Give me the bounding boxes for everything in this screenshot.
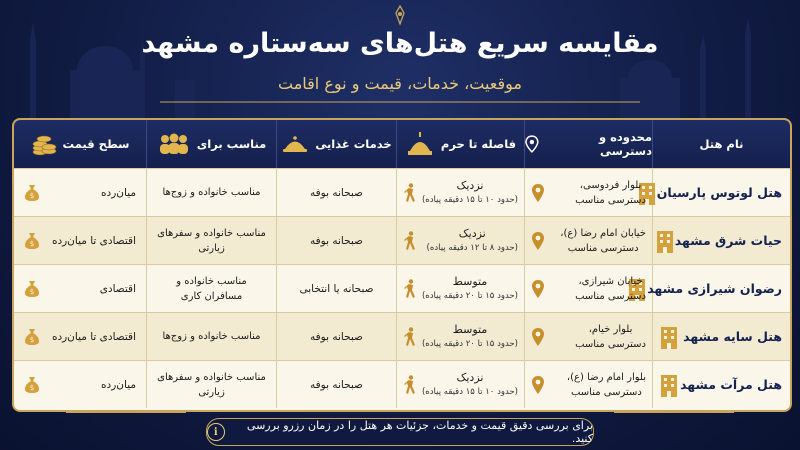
hotel-name: حیات شرق مشهد (674, 233, 782, 248)
distance-cell (396, 313, 524, 360)
coins-stack-icon (31, 132, 57, 156)
distance-main: نزدیک (456, 370, 484, 384)
shrine-dome-icon (405, 131, 435, 157)
hotel-comparison-table (12, 118, 792, 412)
divider-line (66, 412, 186, 413)
people-group-icon (157, 133, 191, 155)
suitable-line: مسافران کاری (180, 290, 243, 302)
walking-person-icon (403, 279, 417, 299)
food-text: صبحانه بوفه (310, 378, 363, 391)
distance-main: نزدیک (458, 226, 486, 240)
map-pin-icon (531, 327, 545, 347)
food-text: صبحانه یا انتخابی (299, 282, 374, 295)
price-cell (14, 169, 146, 216)
suitable-cell (146, 265, 276, 312)
map-pin-icon (531, 375, 545, 395)
price-cell (14, 313, 146, 360)
distance-detail: (حدود ۱۵ تا ۲۰ دقیقه پیاده) (421, 338, 518, 349)
header-hotel-name (652, 120, 790, 168)
svg-text:$: $ (29, 383, 35, 392)
hotel-name: رضوان شیرازی مشهد (647, 281, 782, 296)
area-line: خیابان امام رضا (ع)، (560, 227, 646, 239)
hotel-name-cell (652, 361, 790, 408)
area-line: دسترسی مناسب (575, 290, 646, 302)
distance-cell (396, 265, 524, 312)
food-cell (276, 169, 396, 216)
distance-cell (396, 361, 524, 408)
price-text: اقتصادی تا میان‌رده (51, 234, 136, 247)
food-cell (276, 313, 396, 360)
distance-main: متوسط (452, 274, 488, 288)
distance-detail: (حدود ۱۰ تا ۱۵ دقیقه پیاده) (421, 386, 518, 397)
header-label: فاصله تا حرم (440, 137, 517, 151)
area-line: دسترسی مناسب (575, 194, 646, 206)
hotel-name-cell (647, 265, 790, 312)
suitable-line: مناسب خانواده و سفرهای (157, 371, 266, 383)
price-cell (14, 217, 146, 264)
footer-text: برای بررسی دقیق قیمت و خدمات، جزئیات هر هتل را در زمان رزرو بررسی کنید. (246, 419, 593, 445)
money-bag-icon (24, 184, 40, 202)
suitable-line: زیارتی (198, 386, 225, 398)
distance-detail: (حدود ۸ تا ۱۲ دقیقه پیاده) (426, 242, 518, 253)
table-row (14, 360, 790, 408)
area-line: بلوار خیام، (588, 323, 633, 335)
walking-person-icon (403, 231, 417, 251)
suitable-line: زیارتی (198, 242, 225, 254)
area-line: بلوار امام رضا (ع)، (566, 371, 646, 383)
svg-text:$: $ (29, 335, 35, 344)
svg-text:$: $ (29, 191, 35, 200)
header-area (524, 120, 652, 168)
divider-line (614, 412, 734, 413)
hotel-name: هتل لوتوس پارسیان (656, 185, 782, 200)
table-row (14, 312, 790, 360)
area-line: بلوار فردوسی، (579, 179, 642, 191)
page-subtitle: موقعیت، خدمات، قیمت و نوع اقامت (278, 74, 522, 93)
price-text: میان‌رده (101, 186, 136, 199)
distance-cell (396, 217, 524, 264)
header-label: نام هتل (699, 137, 744, 151)
hotel-name-cell (652, 169, 790, 216)
header-label: محدوده و دسترسی (598, 130, 652, 158)
hotel-name-cell (652, 313, 790, 360)
money-bag-icon (24, 376, 40, 394)
suitable-cell (146, 361, 276, 408)
money-bag-icon (24, 328, 40, 346)
building-icon (659, 372, 679, 398)
food-text: صبحانه بوفه (310, 330, 363, 343)
suitable-cell (146, 217, 276, 264)
money-bag-icon (24, 232, 40, 250)
food-cloche-icon (281, 134, 309, 154)
header-label: مناسب برای (196, 137, 267, 151)
food-cell (276, 217, 396, 264)
suitable-line: مناسب خانواده و سفرهای (157, 227, 266, 239)
walking-person-icon (403, 183, 417, 203)
ornament-icon (385, 4, 415, 26)
suitable-cell (146, 313, 276, 360)
area-line: دسترسی مناسب (570, 386, 642, 398)
area-line: دسترسی مناسب (575, 338, 646, 350)
header-price (14, 120, 146, 168)
svg-text:$: $ (29, 287, 35, 296)
map-pin-icon (531, 279, 545, 299)
header-label: سطح قیمت (62, 137, 130, 151)
header-distance (396, 120, 524, 168)
food-text: صبحانه بوفه (310, 186, 363, 199)
header-label: خدمات غذایی (315, 137, 392, 151)
price-cell (14, 265, 146, 312)
table-row (14, 216, 790, 264)
price-cell (14, 361, 146, 408)
area-cell (524, 313, 652, 360)
distance-main: متوسط (452, 322, 488, 336)
suitable-line: مناسب خانواده و زوج‌ها (162, 331, 261, 342)
header-food (276, 120, 396, 168)
info-icon: i (207, 423, 225, 441)
hotel-name: هتل سایه مشهد (683, 329, 782, 344)
building-icon (655, 228, 675, 254)
distance-detail: (حدود ۱۵ تا ۲۰ دقیقه پیاده) (421, 290, 518, 301)
map-pin-icon (531, 183, 545, 203)
suitable-line: مناسب خانواده و (176, 275, 247, 287)
price-text: اقتصادی (99, 282, 136, 295)
food-text: صبحانه بوفه (310, 234, 363, 247)
building-icon (659, 324, 679, 350)
table-row (14, 264, 790, 312)
distance-cell (396, 169, 524, 216)
suitable-line: مناسب خانواده و زوج‌ها (162, 187, 261, 198)
food-cell (276, 361, 396, 408)
walking-person-icon (403, 375, 417, 395)
price-text: میان‌رده (101, 378, 136, 391)
table-row (14, 168, 790, 216)
area-cell (524, 265, 652, 312)
food-cell (276, 265, 396, 312)
distance-main: نزدیک (456, 178, 484, 192)
table-header (14, 120, 790, 168)
hotel-name: هتل مرآت مشهد (680, 377, 782, 392)
area-cell (524, 217, 652, 264)
area-cell (524, 361, 652, 408)
map-pin-icon (525, 135, 539, 153)
suitable-cell (146, 169, 276, 216)
hotel-name-cell (652, 217, 790, 264)
area-cell (524, 169, 652, 216)
money-bag-icon (24, 280, 40, 298)
distance-detail: (حدود ۱۰ تا ۱۵ دقیقه پیاده) (421, 194, 518, 205)
area-line: دسترسی مناسب (567, 242, 639, 254)
walking-person-icon (403, 327, 417, 347)
map-pin-icon (531, 231, 545, 251)
footer-note (206, 418, 594, 446)
area-line: خیابان شیرازی، (578, 275, 643, 287)
svg-text:$: $ (29, 239, 35, 248)
header-suitable (146, 120, 276, 168)
price-text: اقتصادی تا میان‌رده (51, 330, 136, 343)
page-title: مقایسه سریع هتل‌های سه‌ستاره مشهد (141, 28, 659, 59)
